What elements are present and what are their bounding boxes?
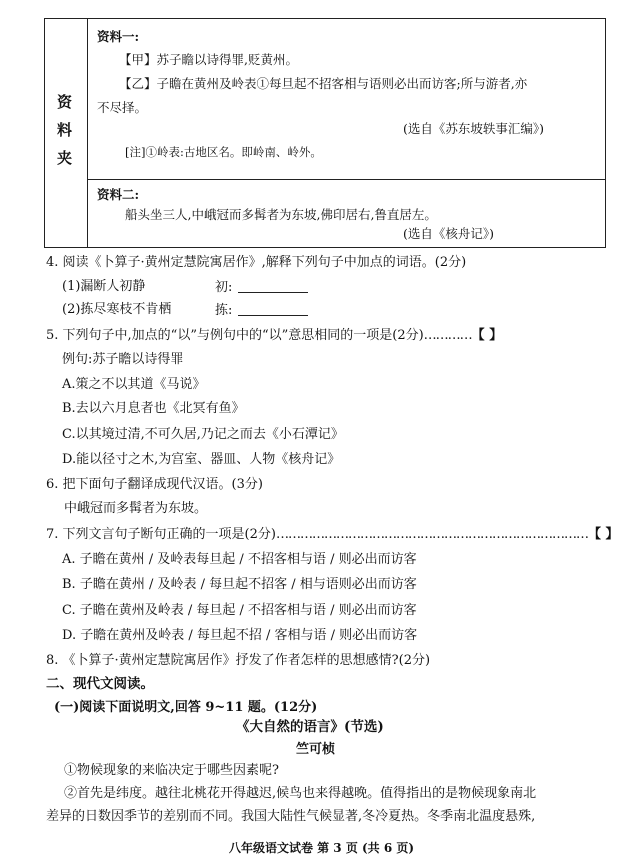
q7-leader-dots: …………………………………………………………………… — [275, 527, 588, 542]
q5-option-d: D.能以径寸之木,为宫室、器皿、人物《核舟记》 — [62, 452, 341, 467]
q8-stem: 8. 《卜算子·黄州定慧院寓居作》抒发了作者怎样的思想感情?(2分) — [46, 653, 431, 668]
q5-option-c: C.以其境过清,不可久居,乃记之而去《小石潭记》 — [62, 427, 344, 442]
article-paragraph-2-line2: 差异的日数因季节的差别而不同。我国大陆性气候显著,冬冷夏热。冬季南北温度悬殊, — [46, 809, 536, 824]
q4-item2-word: 拣: — [215, 303, 233, 318]
article-author: 竺可桢 — [296, 742, 336, 757]
material-1-heading: 资料一: — [97, 29, 140, 44]
article-title: 《大自然的语言》(节选) — [236, 719, 384, 735]
side-label-char: 资 — [57, 93, 73, 111]
q4-stem: 4. 阅读《卜算子·黄州定慧院寓居作》,解释下列句子中加点的词语。(2分) — [46, 255, 467, 270]
material-2-heading: 资料二: — [97, 187, 140, 202]
q7-option-d: D. 子瞻在黄州及岭表 / 每旦起不招 / 客相与语 / 则必出而访客 — [62, 628, 418, 643]
q7-stem: 7. 下列文言句子断句正确的一项是(2分) — [46, 527, 276, 542]
q4-item1-answer[interactable] — [215, 280, 308, 294]
section-2-subheading: (一)阅读下面说明文,回答 9~11 题。(12分) — [54, 700, 318, 715]
side-label-char: 夹 — [57, 149, 73, 167]
material-box — [44, 18, 606, 248]
q5-answer-bracket[interactable]: 【 】 — [471, 328, 503, 343]
q4-item1: (1)漏断人初静 — [62, 279, 146, 294]
side-label-char: 料 — [57, 121, 73, 139]
material-1-yi-line1: 【乙】子瞻在黄州及岭表①每旦起不招客相与语则必出而访客;所与游者,亦 — [119, 76, 528, 91]
material-1-source: (选自《苏东坡轶事汇编》) — [403, 121, 545, 136]
q5-leader-dots: ………… — [423, 328, 472, 343]
q5-example: 例句:苏子瞻以诗得罪 — [62, 352, 184, 367]
q4-item1-blank[interactable] — [238, 280, 308, 293]
material-1-jia: 【甲】苏子瞻以诗得罪,贬黄州。 — [119, 52, 298, 67]
material-box-side-label — [45, 19, 88, 247]
material-1-yi-line2: 不尽择。 — [97, 100, 148, 115]
section-2-heading: 二、现代文阅读。 — [46, 676, 154, 692]
q5-stem-line — [46, 329, 502, 342]
q7-option-a: A. 子瞻在黄州 / 及岭表每旦起 / 不招客相与语 / 则必出而访客 — [62, 552, 417, 567]
q5-option-b: B.去以六月息者也《北冥有鱼》 — [62, 401, 245, 416]
q7-stem-line — [46, 528, 618, 541]
page-footer: 八年级语文试卷 第 3 页 (共 6 页) — [228, 841, 415, 855]
q4-item2-answer[interactable] — [215, 303, 308, 317]
q5-option-a: A.策之不以其道《马说》 — [62, 377, 206, 392]
material-1-note: [注]①岭表:古地区名。即岭南、岭外。 — [125, 145, 322, 159]
q4-item1-word: 初: — [215, 280, 233, 295]
q4-item2-blank[interactable] — [238, 303, 308, 316]
q7-answer-bracket[interactable]: 【 】 — [587, 527, 619, 542]
article-paragraph-2-line1: ②首先是纬度。越往北桃花开得越迟,候鸟也来得越晚。值得指出的是物候现象南北 — [64, 786, 537, 801]
q4-item2: (2)拣尽寒枝不肯栖 — [62, 302, 172, 317]
q5-stem: 5. 下列句子中,加点的“以”与例句中的“以”意思相同的一项是(2分) — [46, 328, 424, 343]
article-paragraph-1: ①物候现象的来临决定于哪些因素呢? — [64, 763, 279, 778]
material-2-text: 船头坐三人,中峨冠而多髯者为东坡,佛印居右,鲁直居左。 — [125, 207, 437, 222]
material-2-source: (选自《核舟记》) — [403, 226, 495, 241]
material-box-divider — [88, 179, 605, 180]
q6-sentence: 中峨冠而多髯者为东坡。 — [64, 501, 208, 516]
q7-option-c: C. 子瞻在黄州及岭表 / 每旦起 / 不招客相与语 / 则必出而访客 — [62, 603, 417, 618]
q7-option-b: B. 子瞻在黄州 / 及岭表 / 每旦起不招客 / 相与语则必出而访客 — [62, 577, 417, 592]
q6-stem: 6. 把下面句子翻译成现代汉语。(3分) — [46, 477, 263, 492]
